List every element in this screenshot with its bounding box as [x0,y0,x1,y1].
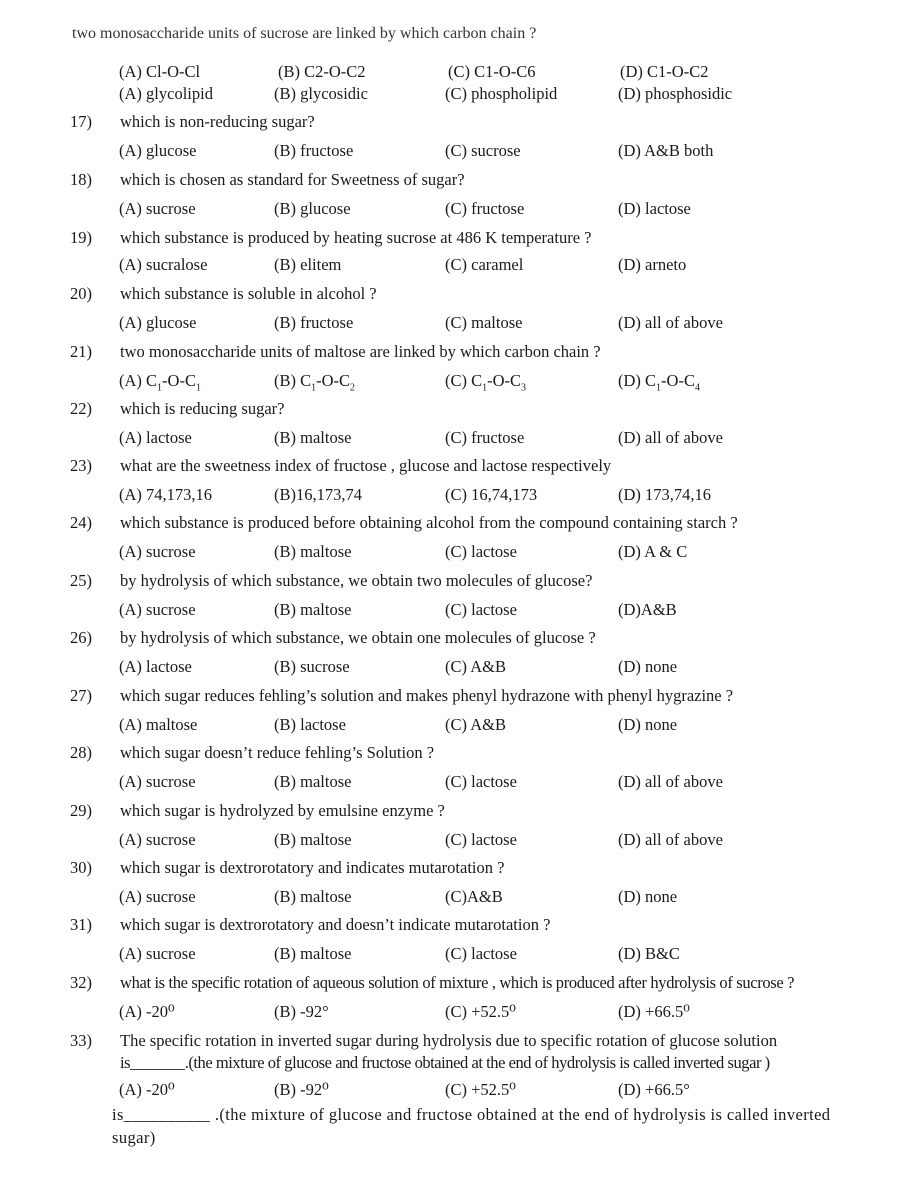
option-c: (C) +52.5⁰ [445,1080,516,1099]
q17-options [0,139,900,163]
option-a: (A) sucrose [119,830,196,849]
option-c: (C) $C_1-O-C_3$ [445,371,527,394]
question-text: two monosaccharide units of maltose are linked by which carbon chain ? [120,342,601,361]
q30-options [0,885,900,909]
q23-options [0,483,900,507]
q22-options [0,426,900,450]
question-number: 29) [70,801,92,820]
question-number: 20) [70,284,92,303]
option-a: (A) sucrose [119,887,196,906]
option-a: (A) sucralose [119,255,208,274]
option-d: (D) $C_1-O-C_4$ [618,371,700,394]
option-c: (C) maltose [445,313,523,332]
option-a: (A) 74,173,16 [119,485,213,504]
option-d: (D) none [618,887,678,906]
option-d: (D) +66.5° [618,1080,690,1099]
option-b: (B) maltose [274,542,352,561]
option-d: (D) all of above [618,428,723,447]
option-b: (B) fructose [274,141,354,160]
option-b: (B) C2-O-C2 [278,62,366,81]
option-c: (C) caramel [445,255,524,274]
option-d: (D) A&B both [618,141,714,160]
option-d: (D) none [618,715,678,734]
option-a: (A) sucrose [119,199,196,218]
question-text: what is the specific rotation of aqueous solution of mixture , which is produced after hydrolysis of sucrose ? [120,973,795,992]
question-number: 26) [70,628,92,647]
option-d: (D) C1-O-C2 [620,62,709,81]
option-d: (D) 173,74,16 [618,485,712,504]
option-b: (B) maltose [274,428,352,447]
option-a: (A) $C_1-O-C_1$ [119,371,201,394]
question-number: 24) [70,513,92,532]
option-c: (C) sucrose [445,141,521,160]
option-d: (D) phosphosidic [618,84,733,103]
question-number: 22) [70,399,92,418]
option-b: (B) lactose [274,715,346,734]
option-b: (B) maltose [274,830,352,849]
question-text: which substance is soluble in alcohol ? [120,284,377,303]
option-b: (B) -92° [274,1002,329,1021]
option-d: (D) A & C [618,542,688,561]
option-a: (A) lactose [119,657,192,676]
option-a: (A) sucrose [119,600,196,619]
question-text: which sugar is hydrolyzed by emulsine enzyme ? [120,801,445,820]
question-text: which is chosen as standard for Sweetness of sugar? [120,170,465,189]
option-b: (B) glucose [274,199,351,218]
q33-options [0,1078,900,1102]
q21-options [0,369,900,393]
option-d: (D) all of above [618,830,723,849]
option-b: (B) elitem [274,255,342,274]
question-text: which is non-reducing sugar? [120,112,315,131]
option-b: (B) maltose [274,600,352,619]
option-a: (A) glucose [119,141,197,160]
q18-options [0,197,900,221]
question-text: which is reducing sugar? [120,399,285,418]
question-text: by hydrolysis of which substance, we obtain two molecules of glucose? [120,571,593,590]
option-a: (A) sucrose [119,944,196,963]
option-c: (C) fructose [445,428,525,447]
option-c: (C) +52.5⁰ [445,1002,516,1021]
option-a: (A) glycolipid [119,84,213,103]
option-d: (D) arneto [618,255,687,274]
question-number: 18) [70,170,92,189]
option-c: (C) lactose [445,772,517,791]
option-c: (C) lactose [445,600,517,619]
q20-options [0,311,900,335]
question-text: which sugar is dextrorotatory and doesn’t indicate mutarotation ? [120,915,551,934]
option-c: (C)A&B [445,887,503,906]
option-d: (D) all of above [618,772,723,791]
question-text: which sugar doesn’t reduce fehling’s Solution ? [120,743,435,762]
question-number: 25) [70,571,92,590]
option-c: (C) C1-O-C6 [448,62,536,81]
question-text: which substance is produced by heating sucrose at 486 K temperature ? [120,228,592,247]
question-text: which sugar reduces fehling’s solution and makes phenyl hydrazone with phenyl hygrazine ? [120,686,734,705]
option-c: (C) lactose [445,542,517,561]
q16-options-row-2 [0,82,900,106]
q31-options [0,942,900,966]
question-text: which substance is produced before obtaining alcohol from the compound containing starch ? [120,513,738,532]
option-a: (A) Cl-O-Cl [119,62,201,81]
question-number: 17) [70,112,92,131]
q28-options [0,770,900,794]
option-d: (D) all of above [618,313,723,332]
option-c: (C) lactose [445,830,517,849]
option-b: (B) glycosidic [274,84,368,103]
option-b: (B) maltose [274,772,352,791]
option-a: (A) glucose [119,313,197,332]
question-number: 32) [70,973,92,992]
option-a: (A) sucrose [119,542,196,561]
question-number: 21) [70,342,92,361]
option-b: (B) maltose [274,887,352,906]
question-number: 30) [70,858,92,877]
option-b: (B) maltose [274,944,352,963]
option-b: (B) fructose [274,313,354,332]
question-number: 31) [70,915,92,934]
q27-options [0,713,900,737]
question-number: 33) [70,1031,92,1050]
option-c: (C) fructose [445,199,525,218]
question-number: 23) [70,456,92,475]
q26-options [0,655,900,679]
footer-text-fragment: is__________ .(the mixture of glucose and fructose obtained at the end of hydrolysis is called inverted sugar) [112,1105,831,1147]
q29-options [0,828,900,852]
question-text: what are the sweetness index of fructose , glucose and lactose respectively [120,456,612,475]
option-a: (A) -20⁰ [119,1002,175,1021]
option-d: (D)A&B [618,600,677,619]
option-c: (C) lactose [445,944,517,963]
q25-options [0,598,900,622]
q19-options [0,253,900,277]
q16-options-row-1 [0,60,900,84]
option-d: (D) none [618,657,678,676]
option-c: (C) phospholipid [445,84,558,103]
option-b: (B) $C_1-O-C_2$ [274,371,356,394]
option-a: (A) -20⁰ [119,1080,175,1099]
option-b: (B) -92⁰ [274,1080,329,1099]
question-33-continuation: is_______.(the mixture of glucose and fructose obtained at the end of hydrolysis is called inverted sugar ) [120,1053,770,1072]
option-a: (A) lactose [119,428,192,447]
option-a: (A) maltose [119,715,198,734]
option-c: (C) 16,74,173 [445,485,538,504]
option-b: (B) sucrose [274,657,350,676]
question-number: 27) [70,686,92,705]
option-d: (D) B&C [618,944,680,963]
option-d: (D) lactose [618,199,691,218]
option-c: (C) A&B [445,715,506,734]
option-d: (D) +66.5⁰ [618,1002,690,1021]
question-text: The specific rotation in inverted sugar during hydrolysis due to specific rotation of glucose solution [120,1031,778,1050]
option-a: (A) sucrose [119,772,196,791]
q32-options [0,1000,900,1024]
option-b: (B)16,173,74 [274,485,362,504]
option-c: (C) A&B [445,657,506,676]
question-number: 28) [70,743,92,762]
question-number: 19) [70,228,92,247]
question-text: by hydrolysis of which substance, we obtain one molecules of glucose ? [120,628,596,647]
cut-off-question-16: two monosaccharide units of sucrose are linked by which carbon chain ? [72,25,537,42]
q24-options [0,540,900,564]
question-text: which sugar is dextrorotatory and indicates mutarotation ? [120,858,505,877]
